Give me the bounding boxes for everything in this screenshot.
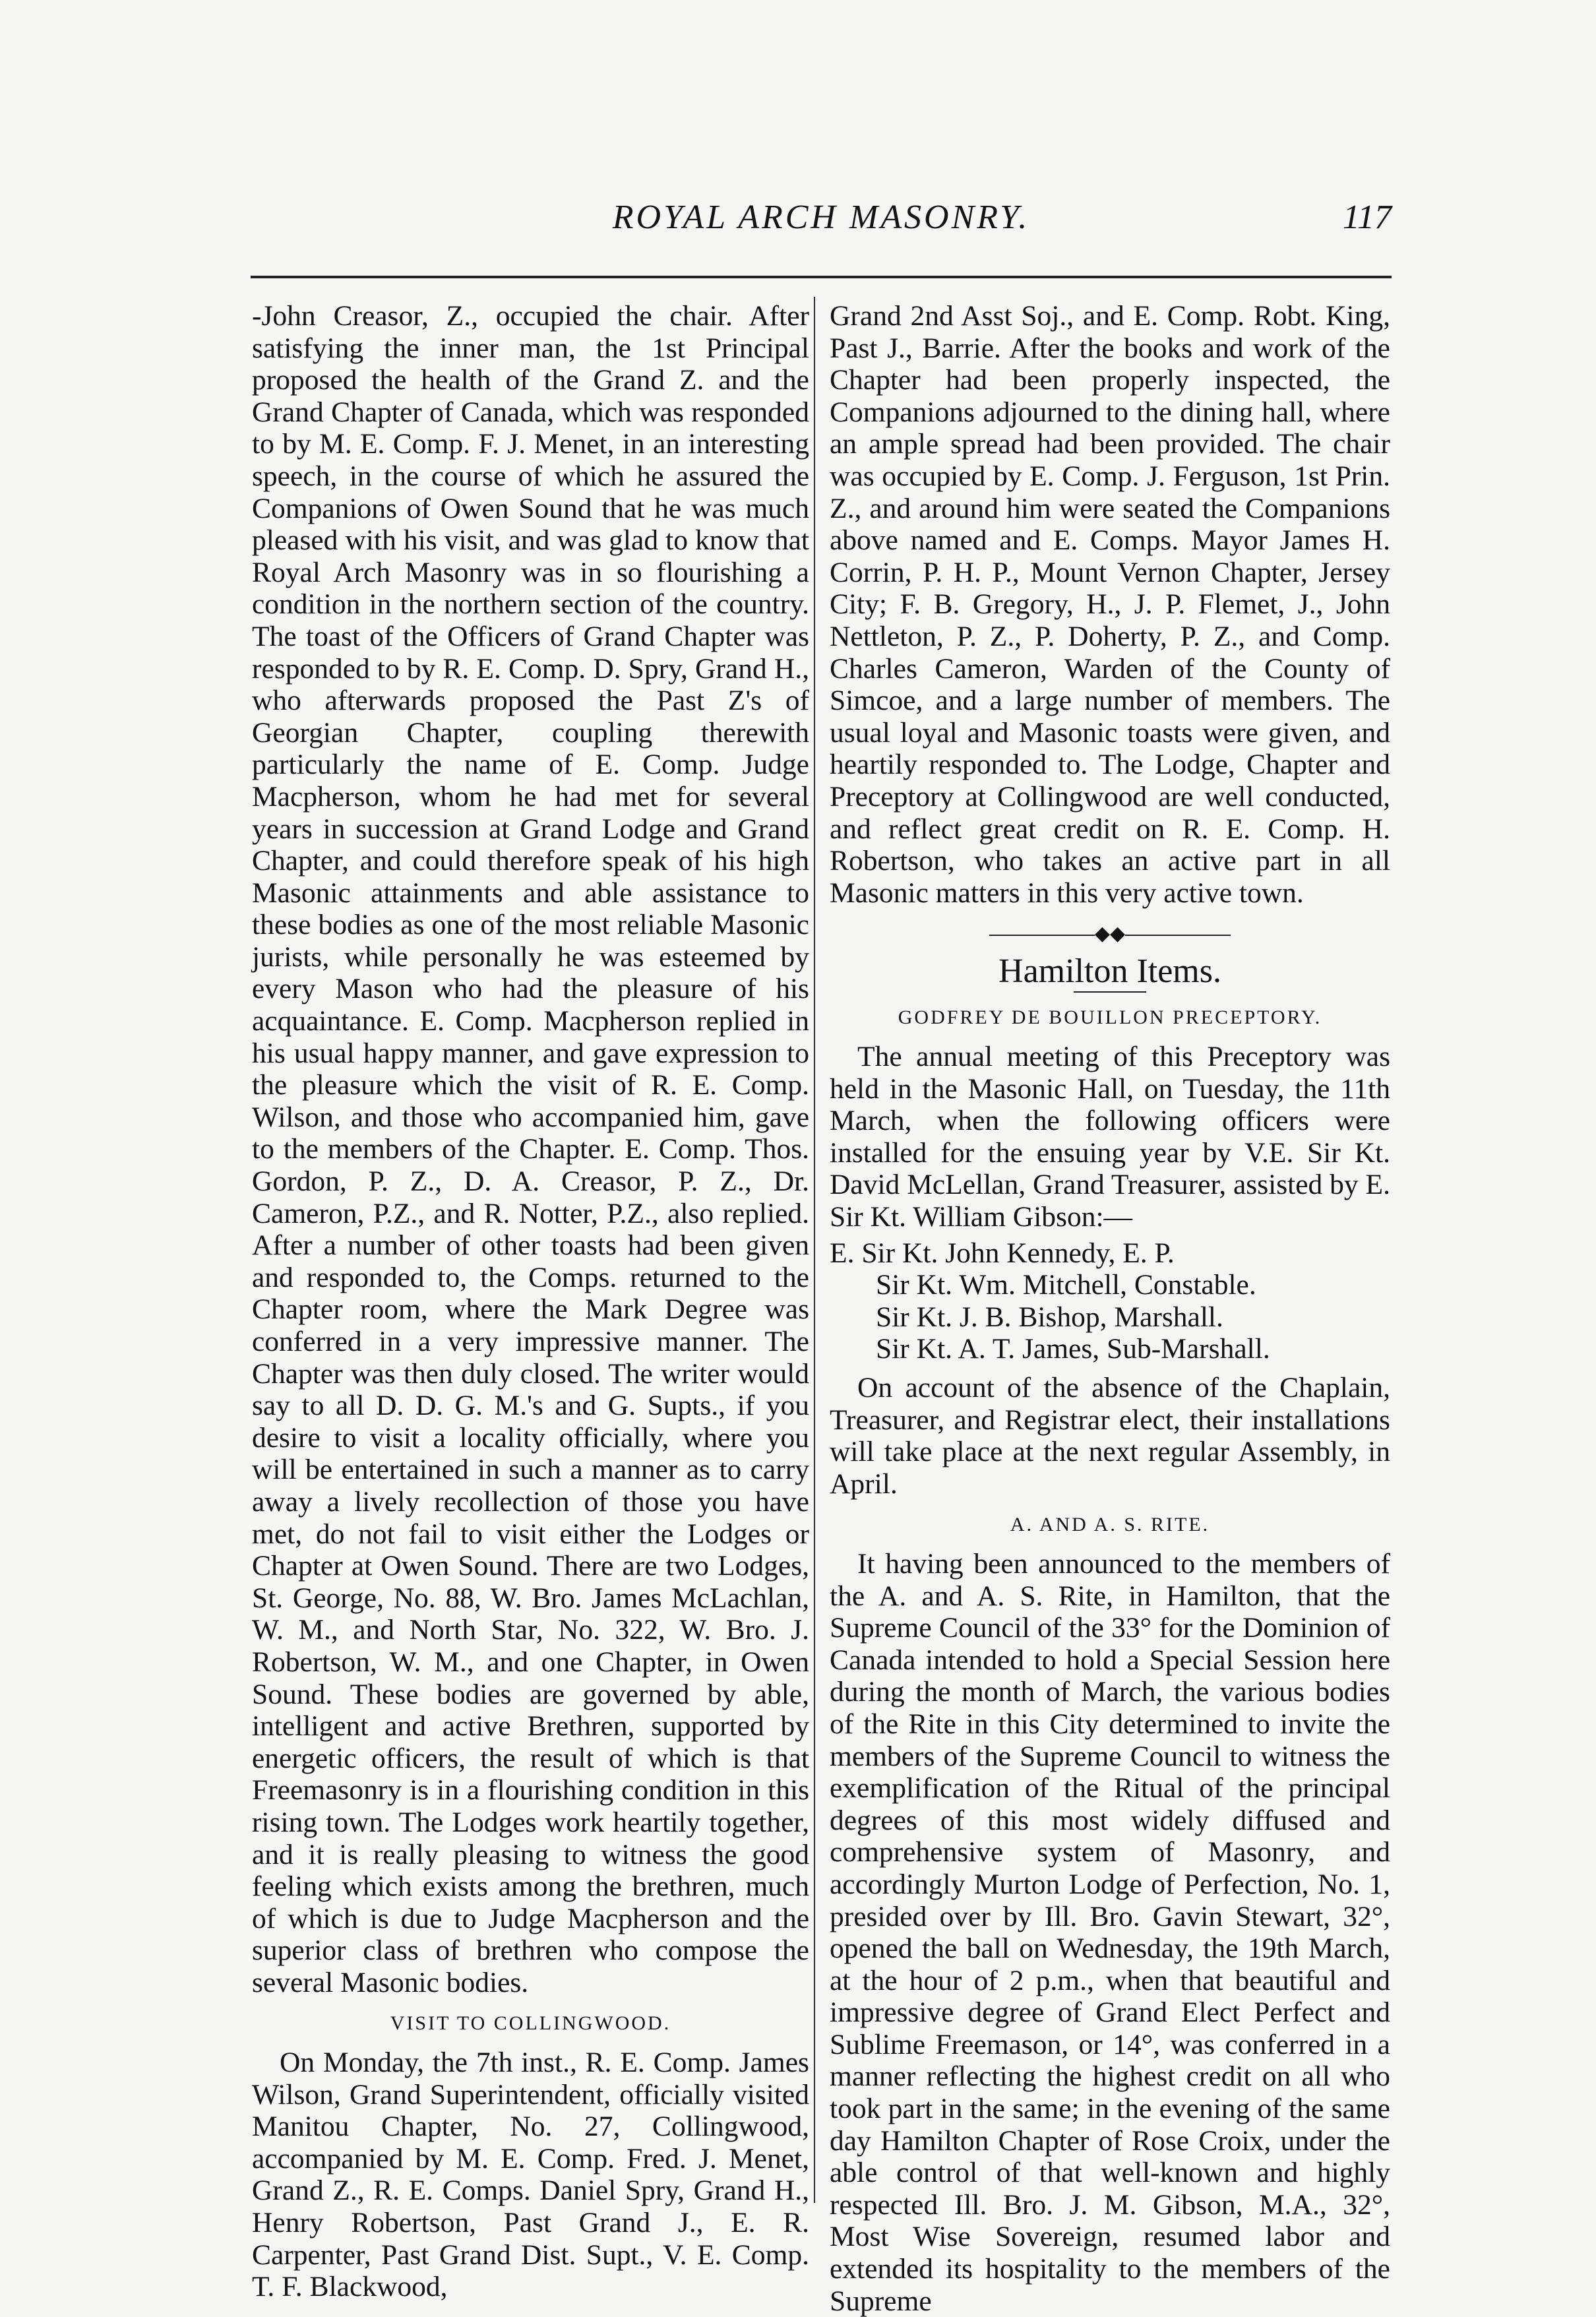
officers-list bbox=[830, 1237, 1390, 1365]
officer-item: E. Sir Kt. John Kennedy, E. P. bbox=[830, 1237, 1175, 1269]
section-ornament: ◆◆ bbox=[830, 918, 1390, 950]
left-paragraph-1: -John Creasor, Z., occupied the chair. After satisfying the inner man, the 1st Principal proposed the health of the Grand Z. and the Grand Chapter of Canada, which was responded to by M. E. Comp. F. J. Menet, in an interesting speech, in the course of which he assured the Companions of Owen Sound that he was much pleased with his visit, and was glad to know that Royal Arch Masonry was in so flourishing a condition in the northern section of the country. The toast of the Officers of Grand Chapter was responded to by R. E. Comp. D. Spry, Grand H., who afterwards proposed the Past Z's of Georgian Chapter, coupling therewith particularly the name of E. Comp. Judge Macpherson, whom he had met for several years in succession at Grand Lodge and Grand Chapter, and could therefore speak of his high Masonic attainments and able assistance to these bodies as one of the most reliable Masonic jurists, while personally he was esteemed by every Mason who had the pleasure of his acquaintance. E. Comp. Macpherson replied in his usual happy manner, and gave expression to the pleasure which the visit of R. E. Comp. Wilson, and those who accompanied him, gave to the members of the Chapter. E. Comp. Thos. Gordon, P. Z., D. A. Creasor, P. Z., Dr. Cameron, P.Z., and R. Notter, P.Z., also replied. After a number of other toasts had been given and responded to, the Comps. returned to the Chapter room, where the Mark Degree was conferred in a very impressive manner. The Chapter was then duly closed. The writer would say to all D. D. G. M.'s and G. Supts., if you desire to visit a locality officially, where you will be entertained in such a manner as to carry away a lively recollection of those you have met, do not fail to visit either the Lodges or Chapter at Owen Sound. There are two Lodges, St. George, No. 88, W. Bro. James McLachlan, W. M., and North Star, No. 322, W. Bro. J. Robertson, W. M., and one Chapter, in Owen Sound. These bodies are governed by able, intelligent and active Brethren, supported by energetic officers, the result of which is that Freemasonry is in a flourishing condition in this rising town. The Lodges work heartily together, and it is really pleasing to witness the good feeling which exists among the brethren, much of which is due to Judge Macpherson and the superior class of brethren who compose the several Masonic bodies. bbox=[252, 300, 809, 1998]
subhead-rite: A. AND A. S. RITE. bbox=[1010, 1514, 1210, 1536]
left-paragraph-2: On Monday, the 7th inst., R. E. Comp. James Wilson, Grand Superintendent, officially visited Manitou Chapter, No. 27, Collingwood, accompanied by M. E. Comp. Fred. J. Menet, Grand Z., R. E. Comps. Daniel Spry, Grand H., Henry Robertson, Past Grand J., E. R. Carpenter, Past Grand Dist. Supt., V. E. Comp. T. F. Blackwood, bbox=[252, 2047, 809, 2303]
subhead-visit-to-collingwood: VISIT TO COLLINGWOOD. bbox=[390, 2012, 671, 2035]
officer-item: Sir Kt. Wm. Mitchell, Constable. bbox=[876, 1269, 1256, 1301]
right-paragraph-3: On account of the absence of the Chaplain, Treasurer, and Registrar elect, their installations will take place at the next regular Assembly, in April. bbox=[830, 1372, 1390, 1500]
running-header bbox=[251, 198, 1392, 257]
header-rule bbox=[251, 276, 1392, 278]
column-divider bbox=[814, 297, 815, 2203]
section-title-hamilton-items: Hamilton Items. bbox=[998, 952, 1221, 990]
officer-item: Sir Kt. J. B. Bishop, Marshall. bbox=[876, 1301, 1223, 1333]
running-title: ROYAL ARCH MASONRY. bbox=[612, 199, 1030, 236]
right-paragraph-1: Grand 2nd Asst Soj., and E. Comp. Robt. King, Past J., Barrie. After the books and work of the Chapter had been properly inspected, the Companions adjourned to the dining hall, where an ample spread had been provided. The chair was occupied by E. Comp. J. Ferguson, 1st Prin. Z., and around him were seated the Companions above named and E. Comps. Mayor James H. Corrin, P. H. P., Mount Vernon Chapter, Jersey City; F. B. Gregory, H., J. P. Flemet, J., John Nettleton, P. Z., P. Doherty, P. Z., and Comp. Charles Cameron, Warden of the County of Simcoe, and a large number of members. The usual loyal and Masonic toasts were given, and heartily responded to. The Lodge, Chapter and Preceptory at Collingwood are well conducted, and reflect great credit on R. E. Comp. H. Robertson, who takes an active part in all Masonic matters in this very active town. bbox=[830, 300, 1390, 909]
title-rule bbox=[1074, 991, 1146, 993]
officer-item: Sir Kt. A. T. James, Sub-Marshall. bbox=[876, 1333, 1270, 1365]
subhead-preceptory: GODFREY DE BOUILLON PRECEPTORY. bbox=[898, 1006, 1322, 1029]
left-column bbox=[252, 300, 809, 2303]
page-number: 117 bbox=[1342, 199, 1392, 236]
right-paragraph-2: The annual meeting of this Preceptory was held in the Masonic Hall, on Tuesday, the 11th March, when the following officers were installed for the ensuing year by V.E. Sir Kt. David McLellan, Grand Treasurer, assisted by E. Sir Kt. William Gibson:— bbox=[830, 1041, 1390, 1233]
right-column bbox=[830, 300, 1390, 2317]
right-paragraph-4: It having been announced to the members of the A. and A. S. Rite, in Hamilton, that the Supreme Council of the 33° for the Dominion of Canada intended to hold a Special Session here during the month of March, the various bodies of the Rite in this City determined to invite the members of the Supreme Council to witness the exemplification of the Ritual of the principal degrees of this most widely diffused and comprehensive system of Masonry, and accordingly Murton Lodge of Perfection, No. 1, presided over by Ill. Bro. Gavin Stewart, 32°, opened the ball on Wednesday, the 19th March, at the hour of 2 p.m., when that beautiful and impressive degree of Grand Elect Perfect and Sublime Freemason, or 14°, was conferred in a manner reflecting the highest credit on all who took part in the same; in the evening of the same day Hamilton Chapter of Rose Croix, under the able control of that well-known and highly respected Ill. Bro. J. M. Gibson, M.A., 32°, Most Wise Sovereign, resumed labor and extended its hospitality to the members of the Supreme bbox=[830, 1547, 1390, 2317]
